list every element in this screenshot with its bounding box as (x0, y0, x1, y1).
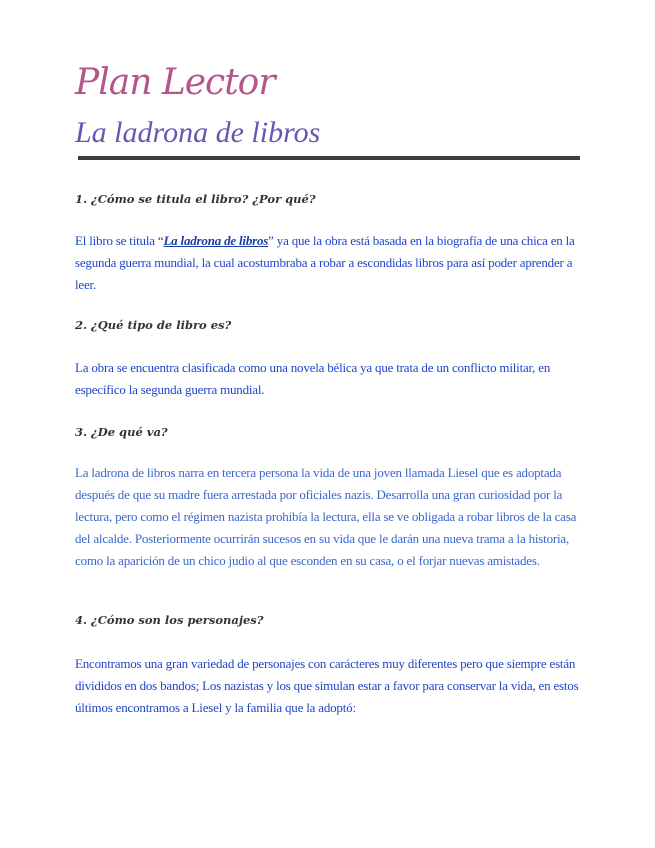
question-3: 3. ¿De qué va? (75, 425, 168, 439)
document-subtitle: La ladrona de libros (75, 116, 321, 149)
question-1: 1. ¿Cómo se titula el libro? ¿Por qué? (75, 192, 316, 206)
answer-1 (75, 230, 590, 296)
answer-2: La obra se encuentra clasificada como una novela bélica ya que trata de un conflicto militar, en específico la segunda guerra mundial. (75, 360, 551, 397)
answer-1-text-cont: ” ya que la obra está basada en la biografía de una chica en la segunda guerra mundial, la cual acostumbraba a robar a escondidas libros para así poder aprender a leer. (75, 233, 575, 292)
document-title: Plan Lector (75, 62, 275, 103)
question-4: 4. ¿Cómo son los personajes? (75, 613, 264, 627)
answer-3: La ladrona de libros narra en tercera persona la vida de una joven llamada Liesel que es adoptada después de que su madre fuera arrestada por oficiales nazis. Desarrolla una gran curiosidad por la lectura, pero como el régimen nazista prohibía la lectura, ella se ve obligada a robar libros de la casa del alcalde. Posteriormente ocurrirán sucesos en su vida que le darán una nueva trama a la historia, como la aparición de un chico judio al que esconden en su casa, o el forjar nuevas amistades. (75, 465, 577, 568)
book-title-link[interactable]: La ladrona de libros (163, 233, 269, 248)
answer-1-text: El libro se titula “ (75, 233, 164, 248)
question-2: 2. ¿Qué tipo de libro es? (75, 318, 232, 332)
answer-4: Encontramos una gran variedad de personajes con carácteres muy diferentes pero que siempre están divididos en dos bandos; Los nazistas y los que simulan estar a favor para conservar la vida, en estos últimos encontramos a Liesel y la familia que la adoptó: (75, 656, 579, 715)
divider (78, 156, 580, 160)
